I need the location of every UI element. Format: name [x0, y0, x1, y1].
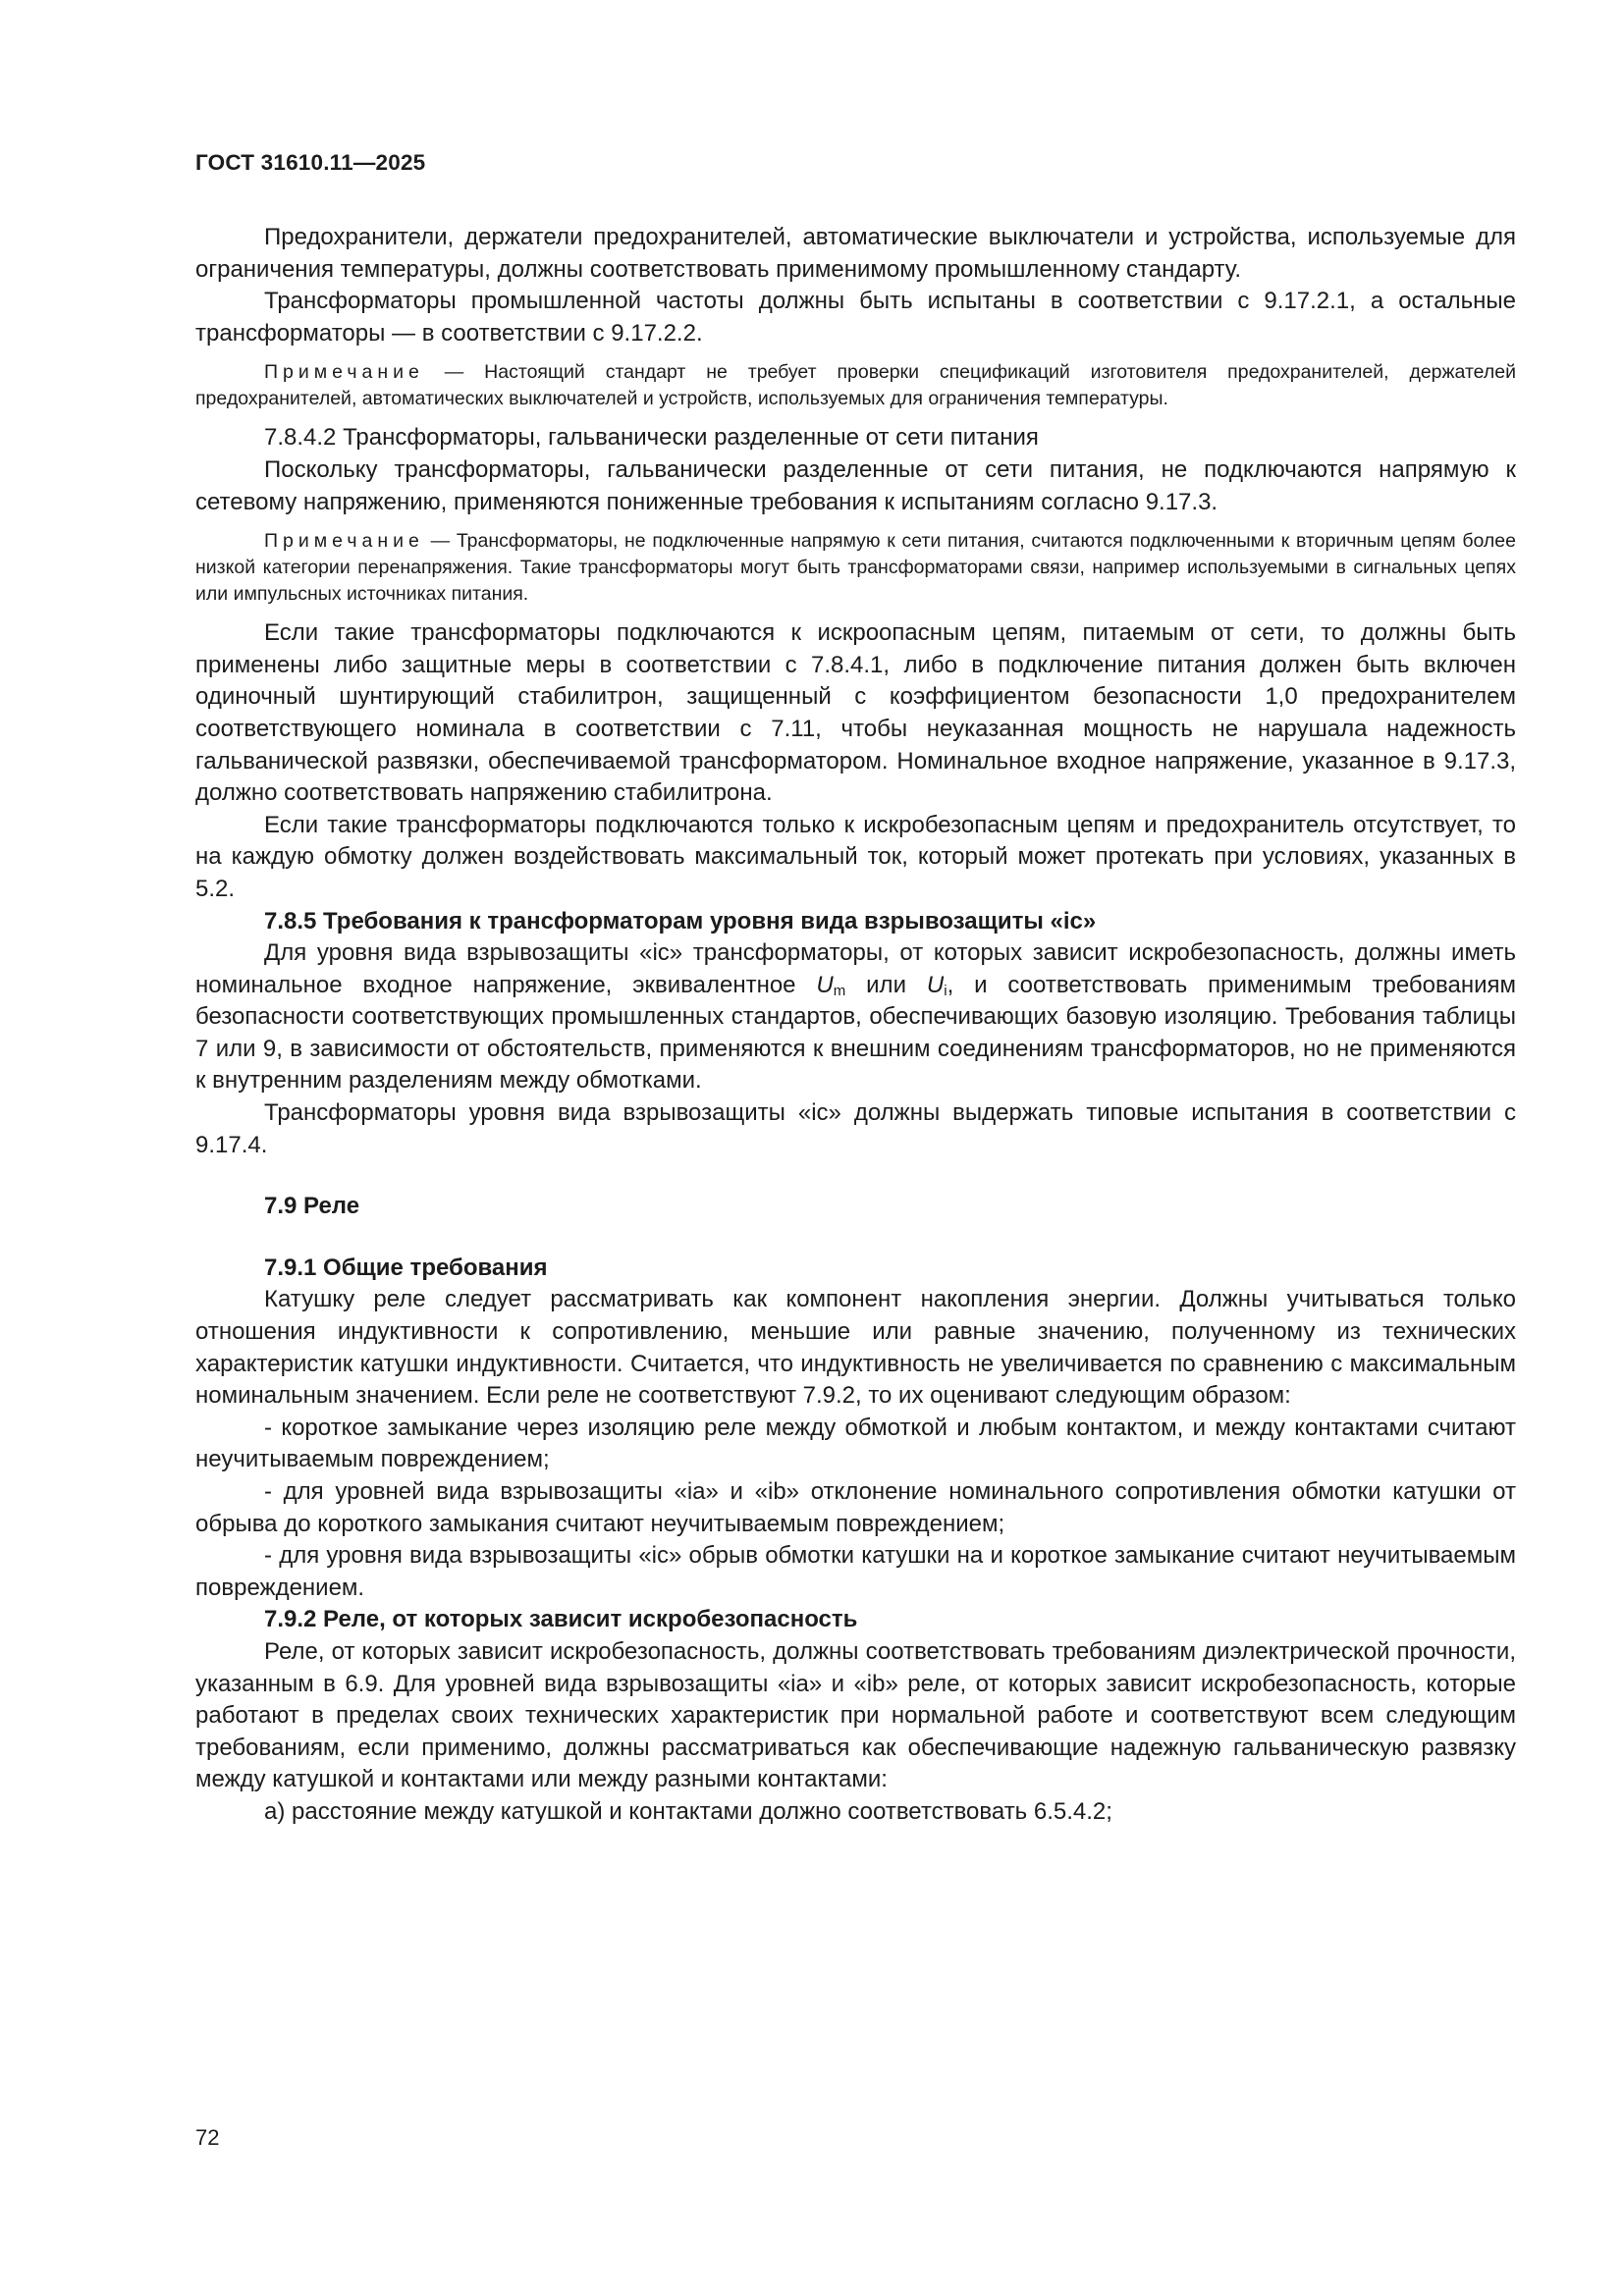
list-item: - короткое замыкание через изоляцию реле между обмоткой и любым контактом, и между контактами считают неучитываемым повреждением; [195, 1414, 1516, 1473]
clause-7-8-4-2-title: 7.8.4.2 Трансформаторы, гальванически разделенные от сети питания [264, 424, 1039, 452]
clause-7-9-2-heading: 7.9.2 Реле, от которых зависит искробезопасность [264, 1606, 858, 1633]
paragraph-relays-safety: Реле, от которых зависит искробезопасность, должны соответствовать требованиям диэлектрической прочности, указанным в 6.9. Для уровней вида взрывозащиты «ia» и «ib» реле, от которых зависит искробезопасность, которые работают в пределах своих технических характеристик при нормальной работе и соответствуют всем следующим требованиям, если применимо, должны рассматриваться как обеспечивающие надежную гальваническую развязку между катушкой и контактами или между разными контактами: [195, 1637, 1516, 1793]
symbol-um: U [816, 971, 834, 998]
paragraph-ic-type-tests: Трансформаторы уровня вида взрывозащиты «ic» должны выдержать типовые испытания в соответствии с 9.17.4. [195, 1099, 1516, 1158]
paragraph-fuses: Предохранители, держатели предохранителей, автоматические выключатели и устройства, используемые для ограничения температуры, должны соответствовать применимому промышленному стандарту. [195, 224, 1516, 283]
clause-7-9-heading: 7.9 Реле [264, 1193, 360, 1220]
list-item: - для уровней вида взрывозащиты «ia» и «ib» отклонение номинального сопротивления обмотки катушки от обрыва до короткого замыкания считают неучитываемым повреждением; [195, 1478, 1516, 1537]
paragraph-power-frequency-transformers: Трансформаторы промышленной частоты должны быть испытаны в соответствии с 9.17.2.1, а остальные трансформаторы — в соответствии с 9.17.2.2. [195, 288, 1516, 347]
note-label: Примечание [264, 361, 424, 384]
paragraph-ic-transformers [195, 937, 1516, 1097]
paragraph-isolated-transformers: Поскольку трансформаторы, гальванически разделенные от сети питания, не подключаются напрямую к сетевому напряжению, применяются пониженные требования к испытаниям согласно 9.17.3. [195, 455, 1516, 515]
note-fuses [195, 359, 1516, 412]
paragraph-mains-fed-circuits: Если такие трансформаторы подключаются к искроопасным цепям, питаемым от сети, то должны быть применены либо защитные меры в соответствии с 7.8.4.1, либо в подключение питания должен быть включен одиночный шунтирующий стабилитрон, защищенный с коэффициентом безопасности 1,0 предохранителем соответствующего номинала в соответствии с 7.11, чтобы неуказанная мощность не нарушала надежность гальванической развязки, обеспечиваемой трансформатором. Номинальное входное напряжение, указанное в 9.17.3, должно соответствовать напряжению стабилитрона. [195, 619, 1516, 807]
paragraph-intrinsically-safe-circuits: Если такие трансформаторы подключаются только к искробезопасным цепям и предохранитель отсутствует, то на каждую обмотку должен воздействовать максимальный ток, который может протекать при условиях, указанных в 5.2. [195, 811, 1516, 902]
symbol-ui-subscript: i [944, 982, 947, 999]
paragraph-relay-coil: Катушку реле следует рассматривать как компонент накопления энергии. Должны учитываться только отношения индуктивности к сопротивлению, меньшие или равные значению, полученному из технических характеристик катушки индуктивности. Считается, что индуктивность не увеличивается по сравнению с максимальным номинальным значением. Если реле не соответствуют 7.9.2, то их оценивают следующим образом: [195, 1286, 1516, 1410]
paragraph-text: или [845, 971, 927, 998]
clause-7-9-1-heading: 7.9.1 Общие требования [264, 1254, 548, 1281]
list-item: а) расстояние между катушкой и контактами должно соответствовать 6.5.4.2; [264, 1797, 1112, 1825]
paragraph-text: Для уровня вида взрывозащиты «ic» трансформаторы, от которых зависит искробезопасность, должны иметь номинальное входное напряжение, эквивалентное [195, 939, 1516, 998]
document-body [195, 222, 1516, 1829]
note-label: Примечание [264, 530, 424, 553]
page-number: 72 [195, 2125, 220, 2150]
note-text: — Настоящий стандарт не требует проверки спецификаций изготовителя предохранителей, держателей предохранителей, автоматических выключателей и устройств, используемых для ограничения температуры. [195, 361, 1516, 410]
note-transformers [195, 528, 1516, 608]
note-text: — Трансформаторы, не подключенные напрямую к сети питания, считаются подключенными к вторичным цепям более низкой категории перенапряжения. Такие трансформаторы могут быть трансформаторами связи, например используемыми в сигнальных цепях или импульсных источниках питания. [195, 530, 1516, 606]
paragraph-text: , и соответствовать применимым требованиям безопасности соответствующих промышленных стандартов, обеспечивающих базовую изоляцию. Требования таблицы 7 или 9, в зависимости от обстоятельств, применяются к внешним соединениям трансформаторов, но не применяются к внутренним разделениям между обмотками. [195, 971, 1517, 1095]
symbol-ui: U [926, 971, 945, 998]
document-standard-title: ГОСТ 31610.11—2025 [195, 150, 426, 175]
symbol-um-subscript: m [833, 982, 846, 999]
clause-7-8-5-heading: 7.8.5 Требования к трансформаторам уровня вида взрывозащиты «ic» [264, 907, 1097, 934]
list-item: - для уровня вида взрывозащиты «ic» обрыв обмотки катушки на и короткое замыкание считают неучитываемым повреждением. [195, 1542, 1516, 1601]
